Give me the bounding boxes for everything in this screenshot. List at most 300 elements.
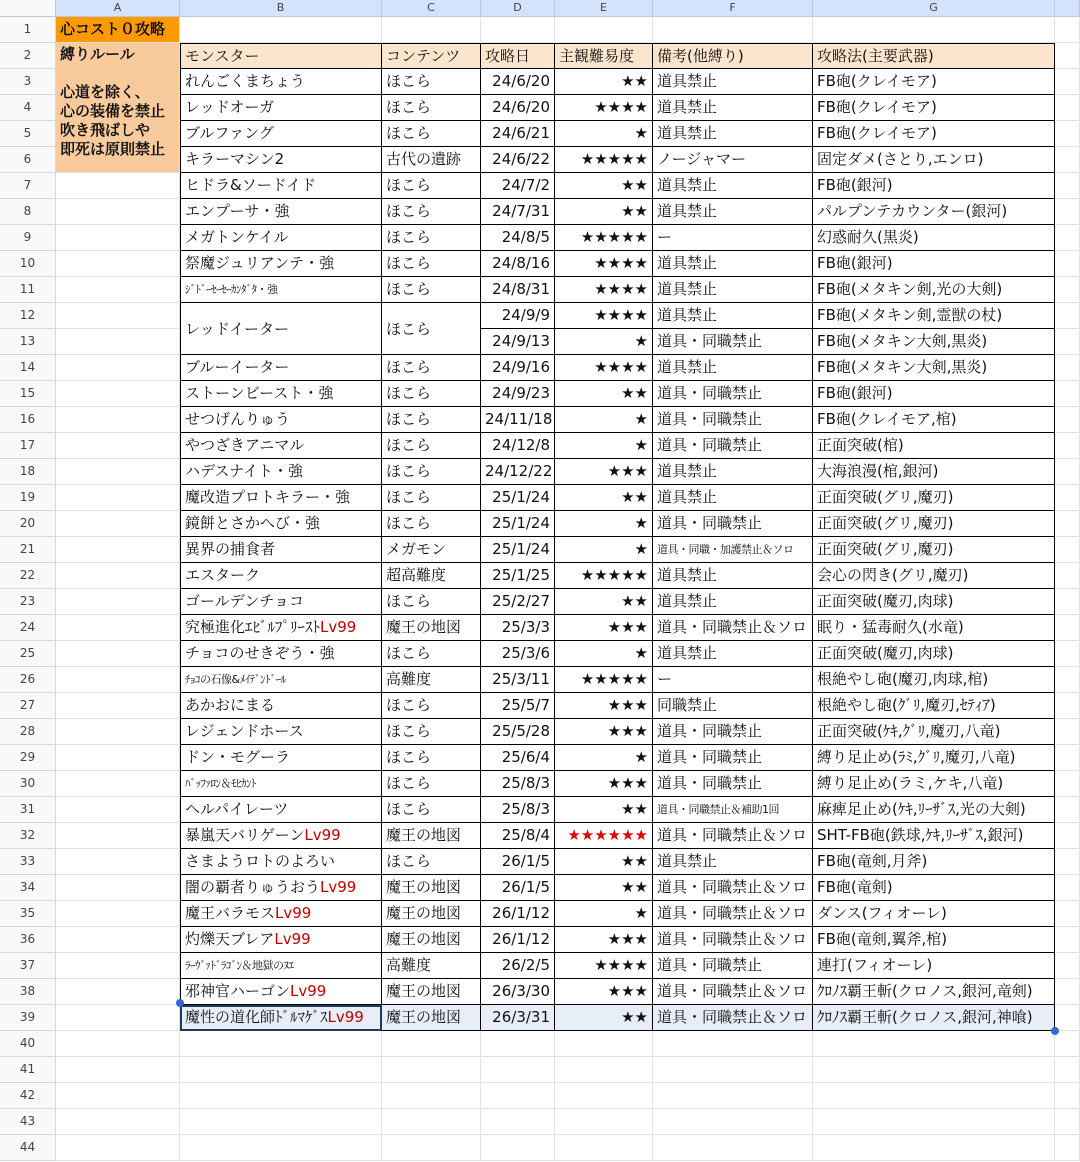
monster-cell[interactable] (180, 979, 382, 1005)
method-cell[interactable]: FB砲(竜剣,月斧) (813, 849, 1055, 875)
date-cell[interactable]: 24/9/9 (481, 303, 555, 329)
empty-cell[interactable] (382, 1109, 481, 1135)
row-header[interactable]: 27 (0, 693, 56, 719)
row-header[interactable]: 5 (0, 121, 56, 147)
empty-cell[interactable] (481, 1057, 555, 1083)
method-cell[interactable]: FB砲(メタキン剣,光の大剣) (813, 277, 1055, 303)
row-header[interactable]: 33 (0, 849, 56, 875)
difficulty-cell[interactable]: ★★★★★ (555, 667, 653, 693)
difficulty-cell[interactable]: ★★★ (555, 693, 653, 719)
row-header[interactable]: 35 (0, 901, 56, 927)
empty-cell[interactable] (1055, 511, 1080, 537)
method-cell[interactable]: FB砲(銀河) (813, 251, 1055, 277)
empty-cell[interactable] (813, 1083, 1055, 1109)
content-cell[interactable]: 超高難度 (382, 563, 481, 589)
date-cell[interactable]: 24/9/23 (481, 381, 555, 407)
note-cell[interactable]: 道具・同職禁止＆ソロ (653, 615, 813, 641)
empty-cell[interactable] (1055, 407, 1080, 433)
date-cell[interactable]: 24/6/21 (481, 121, 555, 147)
date-cell[interactable]: 26/1/5 (481, 875, 555, 901)
empty-cell[interactable] (180, 1109, 382, 1135)
difficulty-cell[interactable]: ★★ (555, 589, 653, 615)
empty-cell[interactable] (1055, 459, 1080, 485)
date-cell[interactable]: 25/1/25 (481, 563, 555, 589)
method-cell[interactable]: FB砲(メタキン大剣,黒炎) (813, 329, 1055, 355)
row-header[interactable]: 42 (0, 1083, 56, 1109)
content-cell[interactable]: ほこら (382, 433, 481, 459)
empty-cell[interactable] (813, 1135, 1055, 1161)
date-cell[interactable]: 25/8/4 (481, 823, 555, 849)
empty-cell[interactable] (1055, 1005, 1080, 1031)
method-cell[interactable]: SHT-FB砲(鉄球,ｹｷ,ﾘｰｻﾞｽ,銀河) (813, 823, 1055, 849)
content-cell[interactable]: ほこら (382, 641, 481, 667)
note-cell[interactable]: 道具・同職禁止 (653, 329, 813, 355)
date-cell[interactable]: 25/3/11 (481, 667, 555, 693)
difficulty-cell[interactable]: ★★ (555, 849, 653, 875)
difficulty-cell[interactable]: ★★ (555, 875, 653, 901)
monster-cell[interactable] (180, 225, 382, 251)
method-cell[interactable]: ｸﾛﾉｽ覇王斬(クロノス,銀河,竜剣) (813, 979, 1055, 1005)
empty-cell[interactable] (56, 667, 180, 693)
empty-cell[interactable] (1055, 537, 1080, 563)
monster-cell[interactable] (180, 459, 382, 485)
date-cell[interactable]: 24/9/13 (481, 329, 555, 355)
empty-cell[interactable] (555, 17, 653, 43)
empty-cell[interactable] (56, 1083, 180, 1109)
difficulty-cell[interactable]: ★ (555, 537, 653, 563)
row-header[interactable]: 23 (0, 589, 56, 615)
monster-cell[interactable] (180, 173, 382, 199)
content-cell[interactable]: 魔王の地図 (382, 901, 481, 927)
row-header[interactable]: 12 (0, 303, 56, 329)
difficulty-cell[interactable]: ★★★★★ (555, 225, 653, 251)
note-cell[interactable]: 道具禁止 (653, 251, 813, 277)
monster-cell[interactable] (180, 823, 382, 849)
date-cell[interactable]: 25/5/28 (481, 719, 555, 745)
empty-cell[interactable] (555, 1083, 653, 1109)
empty-cell[interactable] (56, 1005, 180, 1031)
method-cell[interactable]: FB砲(クレイモア) (813, 69, 1055, 95)
empty-cell[interactable] (56, 745, 180, 771)
note-cell[interactable]: 道具禁止 (653, 303, 813, 329)
difficulty-cell[interactable]: ★★★ (555, 927, 653, 953)
method-cell[interactable]: 正面突破(グリ,魔刃) (813, 537, 1055, 563)
method-cell[interactable]: 会心の閃き(グリ,魔刃) (813, 563, 1055, 589)
monster-cell[interactable] (180, 355, 382, 381)
content-cell[interactable]: 魔王の地図 (382, 823, 481, 849)
date-cell[interactable]: 24/12/8 (481, 433, 555, 459)
date-cell[interactable]: 25/6/4 (481, 745, 555, 771)
note-cell[interactable]: 道具禁止 (653, 199, 813, 225)
date-cell[interactable]: 24/8/5 (481, 225, 555, 251)
empty-cell[interactable] (1055, 615, 1080, 641)
difficulty-cell[interactable]: ★★★★ (555, 251, 653, 277)
monster-cell[interactable] (180, 407, 382, 433)
empty-cell[interactable] (180, 1057, 382, 1083)
method-cell[interactable]: 縛り足止め(ラミ,ケキ,八竜) (813, 771, 1055, 797)
empty-cell[interactable] (1055, 823, 1080, 849)
row-header[interactable]: 14 (0, 355, 56, 381)
content-cell[interactable]: ほこら (382, 849, 481, 875)
method-cell[interactable]: FB砲(竜剣,翼斧,棺) (813, 927, 1055, 953)
empty-cell[interactable] (1055, 225, 1080, 251)
column-header-B[interactable]: B (180, 0, 382, 17)
empty-cell[interactable] (1055, 251, 1080, 277)
column-header-F[interactable]: F (653, 0, 813, 17)
difficulty-cell[interactable]: ★★★★★ (555, 563, 653, 589)
empty-cell[interactable] (1055, 303, 1080, 329)
note-cell[interactable]: 道具禁止 (653, 459, 813, 485)
method-cell[interactable]: FB砲(クレイモア,棺) (813, 407, 1055, 433)
monster-cell[interactable] (180, 69, 382, 95)
rules-cell[interactable] (56, 43, 180, 173)
difficulty-cell[interactable]: ★★★★ (555, 355, 653, 381)
empty-cell[interactable] (1055, 771, 1080, 797)
date-cell[interactable]: 25/8/3 (481, 797, 555, 823)
monster-cell[interactable] (180, 381, 382, 407)
empty-cell[interactable] (180, 1135, 382, 1161)
content-cell[interactable]: 高難度 (382, 953, 481, 979)
empty-cell[interactable] (382, 1135, 481, 1161)
row-header[interactable]: 22 (0, 563, 56, 589)
empty-cell[interactable] (1055, 589, 1080, 615)
empty-cell[interactable] (56, 433, 180, 459)
empty-cell[interactable] (1055, 1135, 1080, 1161)
empty-cell[interactable] (1055, 1057, 1080, 1083)
content-cell[interactable]: ほこら (382, 485, 481, 511)
method-cell[interactable]: 正面突破(グリ,魔刃) (813, 485, 1055, 511)
content-cell[interactable]: ほこら (382, 511, 481, 537)
method-cell[interactable]: 根絶やし砲(ｸﾞﾘ,魔刃,ｾﾃｨｱ) (813, 693, 1055, 719)
empty-cell[interactable] (653, 1083, 813, 1109)
row-header[interactable]: 28 (0, 719, 56, 745)
monster-cell[interactable] (180, 277, 382, 303)
row-header[interactable]: 4 (0, 95, 56, 121)
note-cell[interactable]: 道具・同職禁止 (653, 511, 813, 537)
empty-cell[interactable] (382, 1057, 481, 1083)
note-cell[interactable]: 道具禁止 (653, 589, 813, 615)
difficulty-cell[interactable]: ★ (555, 121, 653, 147)
method-cell[interactable]: FB砲(銀河) (813, 381, 1055, 407)
date-cell[interactable]: 24/6/20 (481, 69, 555, 95)
date-cell[interactable]: 26/3/30 (481, 979, 555, 1005)
monster-cell[interactable] (180, 719, 382, 745)
date-cell[interactable]: 24/11/18 (481, 407, 555, 433)
method-cell[interactable]: 根絶やし砲(魔刃,肉球,棺) (813, 667, 1055, 693)
empty-cell[interactable] (1055, 147, 1080, 173)
content-cell[interactable]: 高難度 (382, 667, 481, 693)
empty-cell[interactable] (56, 485, 180, 511)
method-cell[interactable]: 正面突破(グリ,魔刃) (813, 511, 1055, 537)
column-header-G[interactable]: G (813, 0, 1055, 17)
content-cell[interactable]: ほこら (382, 95, 481, 121)
note-cell[interactable]: 道具禁止 (653, 121, 813, 147)
note-cell[interactable]: 道具・同職禁止 (653, 381, 813, 407)
empty-cell[interactable] (1055, 199, 1080, 225)
empty-cell[interactable] (1055, 875, 1080, 901)
content-cell[interactable]: ほこら (382, 589, 481, 615)
empty-cell[interactable] (1055, 719, 1080, 745)
content-cell[interactable]: 魔王の地図 (382, 927, 481, 953)
row-header[interactable]: 32 (0, 823, 56, 849)
selection-handle[interactable] (176, 999, 184, 1007)
row-header[interactable]: 11 (0, 277, 56, 303)
row-header[interactable]: 24 (0, 615, 56, 641)
note-cell[interactable]: 道具・同職禁止＆ソロ (653, 927, 813, 953)
empty-cell[interactable] (813, 1031, 1055, 1057)
monster-cell[interactable] (180, 121, 382, 147)
monster-cell[interactable] (180, 485, 382, 511)
empty-cell[interactable] (180, 1083, 382, 1109)
empty-cell[interactable] (1055, 797, 1080, 823)
note-cell[interactable]: 道具禁止 (653, 641, 813, 667)
note-cell[interactable]: ノージャマー (653, 147, 813, 173)
note-cell[interactable]: 道具・同職・加護禁止＆ソロ (653, 537, 813, 563)
note-cell[interactable]: 道具・同職禁止 (653, 953, 813, 979)
empty-cell[interactable] (56, 459, 180, 485)
content-cell[interactable]: ほこら (382, 303, 481, 355)
empty-cell[interactable] (653, 1135, 813, 1161)
difficulty-cell[interactable]: ★★ (555, 797, 653, 823)
date-cell[interactable]: 24/9/16 (481, 355, 555, 381)
date-cell[interactable]: 24/6/20 (481, 95, 555, 121)
row-header[interactable]: 34 (0, 875, 56, 901)
method-cell[interactable]: FB砲(メタキン大剣,黒炎) (813, 355, 1055, 381)
monster-cell[interactable] (180, 433, 382, 459)
row-header[interactable]: 3 (0, 69, 56, 95)
monster-cell[interactable] (180, 1005, 382, 1031)
date-cell[interactable]: 25/5/7 (481, 693, 555, 719)
content-cell[interactable]: ほこら (382, 771, 481, 797)
note-cell[interactable]: ー (653, 225, 813, 251)
content-cell[interactable]: ほこら (382, 173, 481, 199)
method-cell[interactable]: 麻痺足止め(ｹｷ,ﾘｰｻﾞｽ,光の大剣) (813, 797, 1055, 823)
empty-cell[interactable] (56, 849, 180, 875)
difficulty-cell[interactable]: ★★ (555, 381, 653, 407)
row-header[interactable]: 43 (0, 1109, 56, 1135)
empty-cell[interactable] (1055, 927, 1080, 953)
date-cell[interactable]: 26/1/12 (481, 901, 555, 927)
difficulty-cell[interactable]: ★★★★ (555, 953, 653, 979)
row-header[interactable]: 25 (0, 641, 56, 667)
empty-cell[interactable] (1055, 901, 1080, 927)
monster-cell[interactable] (180, 797, 382, 823)
empty-cell[interactable] (1055, 69, 1080, 95)
monster-cell[interactable] (180, 251, 382, 277)
empty-cell[interactable] (56, 563, 180, 589)
empty-cell[interactable] (1055, 329, 1080, 355)
row-header[interactable]: 13 (0, 329, 56, 355)
empty-cell[interactable] (481, 1031, 555, 1057)
empty-cell[interactable] (56, 355, 180, 381)
empty-cell[interactable] (555, 1109, 653, 1135)
content-cell[interactable]: ほこら (382, 719, 481, 745)
difficulty-cell[interactable]: ★ (555, 745, 653, 771)
empty-cell[interactable] (56, 381, 180, 407)
content-cell[interactable]: メガモン (382, 537, 481, 563)
column-header-H[interactable] (1055, 0, 1080, 17)
method-cell[interactable]: FB砲(クレイモア) (813, 95, 1055, 121)
empty-cell[interactable] (56, 927, 180, 953)
empty-cell[interactable] (1055, 381, 1080, 407)
row-header[interactable]: 39 (0, 1005, 56, 1031)
method-cell[interactable]: 正面突破(棺) (813, 433, 1055, 459)
empty-cell[interactable] (56, 589, 180, 615)
empty-cell[interactable] (1055, 485, 1080, 511)
column-header-A[interactable]: A (56, 0, 180, 17)
note-cell[interactable]: 道具・同職禁止＆ソロ (653, 875, 813, 901)
row-header[interactable]: 19 (0, 485, 56, 511)
method-cell[interactable]: 幻惑耐久(黒炎) (813, 225, 1055, 251)
empty-cell[interactable] (1055, 693, 1080, 719)
content-cell[interactable]: ほこら (382, 407, 481, 433)
note-cell[interactable]: 道具・同職禁止 (653, 771, 813, 797)
date-cell[interactable]: 25/1/24 (481, 511, 555, 537)
empty-cell[interactable] (56, 537, 180, 563)
difficulty-cell[interactable]: ★ (555, 901, 653, 927)
monster-cell[interactable] (180, 615, 382, 641)
selection-handle[interactable] (1051, 1027, 1059, 1035)
content-cell[interactable]: 古代の遺跡 (382, 147, 481, 173)
monster-cell[interactable] (180, 875, 382, 901)
row-header[interactable]: 31 (0, 797, 56, 823)
content-cell[interactable]: 魔王の地図 (382, 615, 481, 641)
difficulty-cell[interactable]: ★ (555, 511, 653, 537)
difficulty-cell[interactable]: ★ (555, 407, 653, 433)
row-header[interactable]: 21 (0, 537, 56, 563)
header-cell[interactable]: コンテンツ (382, 43, 481, 69)
column-header-C[interactable]: C (382, 0, 481, 17)
date-cell[interactable]: 24/7/2 (481, 173, 555, 199)
row-header[interactable]: 18 (0, 459, 56, 485)
date-cell[interactable]: 25/1/24 (481, 485, 555, 511)
empty-cell[interactable] (180, 17, 382, 43)
empty-cell[interactable] (382, 1083, 481, 1109)
monster-cell[interactable] (180, 641, 382, 667)
method-cell[interactable]: パルプンテカウンター(銀河) (813, 199, 1055, 225)
header-cell[interactable]: 攻略日 (481, 43, 555, 69)
row-header[interactable]: 1 (0, 17, 56, 43)
method-cell[interactable]: 正面突破(魔刃,肉球) (813, 589, 1055, 615)
empty-cell[interactable] (1055, 563, 1080, 589)
row-header[interactable]: 44 (0, 1135, 56, 1161)
date-cell[interactable]: 25/2/27 (481, 589, 555, 615)
empty-cell[interactable] (1055, 1109, 1080, 1135)
note-cell[interactable]: 道具禁止 (653, 173, 813, 199)
row-header[interactable]: 17 (0, 433, 56, 459)
note-cell[interactable]: 道具禁止 (653, 563, 813, 589)
empty-cell[interactable] (56, 173, 180, 199)
content-cell[interactable]: 魔王の地図 (382, 979, 481, 1005)
header-cell[interactable]: 主観難易度 (555, 43, 653, 69)
method-cell[interactable]: 大海浪漫(棺,銀河) (813, 459, 1055, 485)
note-cell[interactable]: 道具禁止 (653, 355, 813, 381)
monster-cell[interactable] (180, 199, 382, 225)
empty-cell[interactable] (56, 407, 180, 433)
method-cell[interactable]: 正面突破(ｹｷ,ｸﾞﾘ,魔刃,八竜) (813, 719, 1055, 745)
empty-cell[interactable] (555, 1031, 653, 1057)
monster-cell[interactable] (180, 693, 382, 719)
monster-cell[interactable] (180, 667, 382, 693)
empty-cell[interactable] (56, 615, 180, 641)
empty-cell[interactable] (56, 303, 180, 329)
empty-cell[interactable] (813, 1109, 1055, 1135)
method-cell[interactable]: 連打(フィオーレ) (813, 953, 1055, 979)
monster-cell[interactable] (180, 927, 382, 953)
method-cell[interactable]: 縛り足止め(ﾗﾐ,ｸﾞﾘ,魔刃,八竜) (813, 745, 1055, 771)
empty-cell[interactable] (813, 1057, 1055, 1083)
empty-cell[interactable] (56, 719, 180, 745)
date-cell[interactable]: 24/8/16 (481, 251, 555, 277)
empty-cell[interactable] (56, 1109, 180, 1135)
content-cell[interactable]: ほこら (382, 277, 481, 303)
empty-cell[interactable] (653, 1057, 813, 1083)
monster-cell[interactable] (180, 537, 382, 563)
monster-cell[interactable] (180, 563, 382, 589)
empty-cell[interactable] (1055, 1083, 1080, 1109)
difficulty-cell[interactable]: ★★★★★ (555, 147, 653, 173)
empty-cell[interactable] (56, 953, 180, 979)
row-header[interactable]: 30 (0, 771, 56, 797)
empty-cell[interactable] (1055, 641, 1080, 667)
empty-cell[interactable] (56, 823, 180, 849)
method-cell[interactable]: ダンス(フィオーレ) (813, 901, 1055, 927)
empty-cell[interactable] (1055, 745, 1080, 771)
difficulty-cell[interactable]: ★★★ (555, 979, 653, 1005)
empty-cell[interactable] (56, 225, 180, 251)
row-header[interactable]: 15 (0, 381, 56, 407)
row-header[interactable]: 36 (0, 927, 56, 953)
row-header[interactable]: 38 (0, 979, 56, 1005)
content-cell[interactable]: ほこら (382, 121, 481, 147)
column-header-E[interactable]: E (555, 0, 653, 17)
date-cell[interactable]: 25/1/24 (481, 537, 555, 563)
row-header[interactable]: 16 (0, 407, 56, 433)
empty-cell[interactable] (1055, 355, 1080, 381)
difficulty-cell[interactable]: ★★★★ (555, 303, 653, 329)
difficulty-cell[interactable]: ★ (555, 433, 653, 459)
note-cell[interactable]: 道具禁止 (653, 69, 813, 95)
difficulty-cell[interactable]: ★★ (555, 199, 653, 225)
empty-cell[interactable] (1055, 953, 1080, 979)
monster-cell[interactable] (180, 589, 382, 615)
empty-cell[interactable] (56, 693, 180, 719)
empty-cell[interactable] (56, 277, 180, 303)
note-cell[interactable]: 道具・同職禁止＆ソロ (653, 979, 813, 1005)
header-cell[interactable]: モンスター (180, 43, 382, 69)
date-cell[interactable]: 26/1/5 (481, 849, 555, 875)
row-header[interactable]: 2 (0, 43, 56, 69)
monster-cell[interactable] (180, 303, 382, 355)
empty-cell[interactable] (180, 1031, 382, 1057)
empty-cell[interactable] (653, 1109, 813, 1135)
content-cell[interactable]: 魔王の地図 (382, 875, 481, 901)
row-header[interactable]: 29 (0, 745, 56, 771)
row-header[interactable]: 8 (0, 199, 56, 225)
method-cell[interactable]: FB砲(竜剣) (813, 875, 1055, 901)
empty-cell[interactable] (555, 1057, 653, 1083)
note-cell[interactable]: 道具・同職禁止＆ソロ (653, 823, 813, 849)
method-cell[interactable]: FB砲(メタキン剣,霊獣の杖) (813, 303, 1055, 329)
empty-cell[interactable] (1055, 95, 1080, 121)
empty-cell[interactable] (481, 1135, 555, 1161)
difficulty-cell[interactable]: ★★★★ (555, 277, 653, 303)
date-cell[interactable]: 24/8/31 (481, 277, 555, 303)
empty-cell[interactable] (555, 1135, 653, 1161)
empty-cell[interactable] (56, 641, 180, 667)
date-cell[interactable]: 25/3/6 (481, 641, 555, 667)
row-header[interactable]: 37 (0, 953, 56, 979)
